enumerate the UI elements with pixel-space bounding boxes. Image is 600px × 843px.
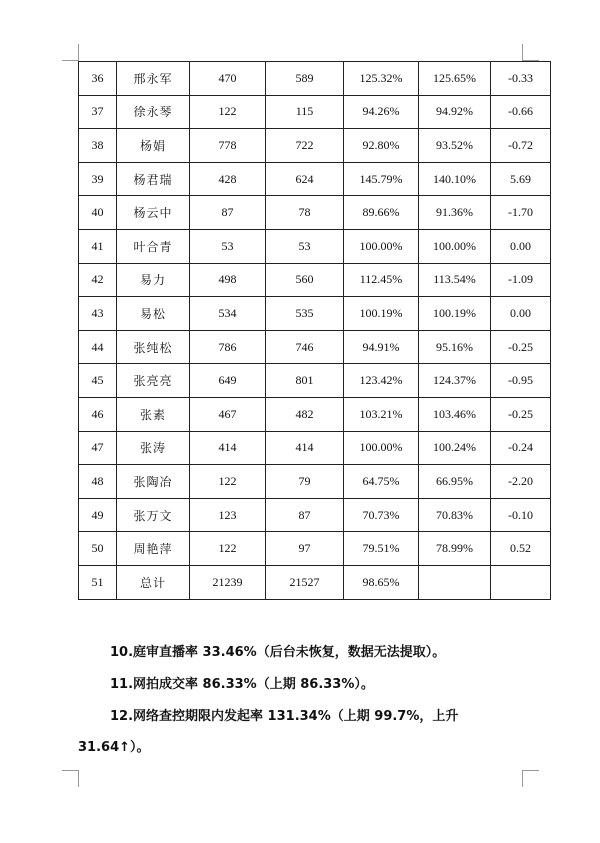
- table-row: [79, 364, 551, 398]
- table-cell: 145.79%: [344, 162, 419, 196]
- table-cell: 易松: [117, 297, 190, 331]
- table-cell: 115: [266, 95, 344, 129]
- table-cell: 91.36%: [419, 196, 491, 230]
- table-cell: 786: [190, 330, 266, 364]
- table-row: [79, 498, 551, 532]
- table-cell: 徐永琴: [117, 95, 190, 129]
- table-cell: 414: [190, 431, 266, 465]
- table-cell: 46: [79, 397, 117, 431]
- table-cell: 邢永军: [117, 62, 190, 96]
- table-cell: 535: [266, 297, 344, 331]
- paragraph-12-line-2: 31.64↑）。: [78, 740, 150, 755]
- table-cell: 746: [266, 330, 344, 364]
- table-cell: 79.51%: [344, 532, 419, 566]
- table-row: [79, 330, 551, 364]
- table-cell: 94.26%: [344, 95, 419, 129]
- crop-mark-bottom-right: [522, 770, 539, 787]
- table-row: [79, 532, 551, 566]
- crop-mark-top-left: [62, 44, 79, 61]
- table-cell: 122: [190, 95, 266, 129]
- table-cell: 43: [79, 297, 117, 331]
- table-cell: -0.24: [491, 431, 551, 465]
- table-cell: 94.92%: [419, 95, 491, 129]
- table-cell: 21239: [190, 565, 266, 599]
- table-cell: [491, 565, 551, 599]
- statistics-table: [78, 61, 551, 600]
- table-cell: 470: [190, 62, 266, 96]
- table-cell: 21527: [266, 565, 344, 599]
- table-cell: 70.73%: [344, 498, 419, 532]
- table-cell: 45: [79, 364, 117, 398]
- table-cell: 杨娟: [117, 129, 190, 163]
- table-cell: 38: [79, 129, 117, 163]
- table-cell: 100.24%: [419, 431, 491, 465]
- table-cell: 总计: [117, 565, 190, 599]
- table-cell: -0.25: [491, 330, 551, 364]
- table-row: [79, 397, 551, 431]
- table-cell: 79: [266, 465, 344, 499]
- table-body: [79, 62, 551, 600]
- table-cell: 张陶冶: [117, 465, 190, 499]
- table-cell: -0.66: [491, 95, 551, 129]
- table-cell: 53: [266, 229, 344, 263]
- table-cell: 100.00%: [419, 229, 491, 263]
- table-cell: 534: [190, 297, 266, 331]
- table-cell: 722: [266, 129, 344, 163]
- table-row: [79, 62, 551, 96]
- table-row: [79, 95, 551, 129]
- table-cell: 482: [266, 397, 344, 431]
- table-cell: -0.25: [491, 397, 551, 431]
- table-cell: 78.99%: [419, 532, 491, 566]
- table-cell: 414: [266, 431, 344, 465]
- table-cell: 100.00%: [344, 431, 419, 465]
- table-cell: 122: [190, 532, 266, 566]
- table-row: [79, 297, 551, 331]
- table-cell: 杨云中: [117, 196, 190, 230]
- table-cell: 123.42%: [344, 364, 419, 398]
- table-cell: -1.70: [491, 196, 551, 230]
- table-cell: 易力: [117, 263, 190, 297]
- table-cell: 42: [79, 263, 117, 297]
- table-cell: 100.00%: [344, 229, 419, 263]
- paragraph-11: 11.网拍成交率 86.33%（上期 86.33%）。: [110, 677, 374, 692]
- paragraph-12-line-1: 12.网络查控期限内发起率 131.34%（上期 99.7%，上升: [110, 709, 459, 724]
- table-cell: 47: [79, 431, 117, 465]
- table-cell: 48: [79, 465, 117, 499]
- table-cell: 39: [79, 162, 117, 196]
- table-cell: 100.19%: [344, 297, 419, 331]
- table-cell: 78: [266, 196, 344, 230]
- table-cell: 89.66%: [344, 196, 419, 230]
- table-cell: 37: [79, 95, 117, 129]
- table-cell: 70.83%: [419, 498, 491, 532]
- table-cell: 张涛: [117, 431, 190, 465]
- table-cell: 杨君瑞: [117, 162, 190, 196]
- table-cell: 张万文: [117, 498, 190, 532]
- table-row: [79, 196, 551, 230]
- table-cell: 125.32%: [344, 62, 419, 96]
- table-cell: 97: [266, 532, 344, 566]
- table-cell: 36: [79, 62, 117, 96]
- table-cell: 100.19%: [419, 297, 491, 331]
- table-row: [79, 263, 551, 297]
- table-cell: 624: [266, 162, 344, 196]
- table-cell: [419, 565, 491, 599]
- table-cell: 张纯松: [117, 330, 190, 364]
- table-cell: 40: [79, 196, 117, 230]
- table-cell: -0.10: [491, 498, 551, 532]
- table-cell: 94.91%: [344, 330, 419, 364]
- table-cell: 140.10%: [419, 162, 491, 196]
- table-cell: -2.20: [491, 465, 551, 499]
- table-cell: 64.75%: [344, 465, 419, 499]
- table-cell: 53: [190, 229, 266, 263]
- table-cell: -0.72: [491, 129, 551, 163]
- table-row: [79, 162, 551, 196]
- table-cell: 叶合青: [117, 229, 190, 263]
- table-cell: 51: [79, 565, 117, 599]
- table-row: [79, 565, 551, 599]
- table-cell: 44: [79, 330, 117, 364]
- table-cell: 428: [190, 162, 266, 196]
- table-cell: 103.21%: [344, 397, 419, 431]
- table-cell: 122: [190, 465, 266, 499]
- table-cell: 778: [190, 129, 266, 163]
- table-cell: 66.95%: [419, 465, 491, 499]
- table-cell: -0.95: [491, 364, 551, 398]
- table-cell: 87: [190, 196, 266, 230]
- table-cell: 0.00: [491, 297, 551, 331]
- table-cell: 649: [190, 364, 266, 398]
- table-cell: 125.65%: [419, 62, 491, 96]
- table-cell: 95.16%: [419, 330, 491, 364]
- table-row: [79, 229, 551, 263]
- table-cell: 98.65%: [344, 565, 419, 599]
- table-cell: 张素: [117, 397, 190, 431]
- table-cell: -0.33: [491, 62, 551, 96]
- table-cell: 112.45%: [344, 263, 419, 297]
- table-cell: -1.09: [491, 263, 551, 297]
- crop-mark-bottom-left: [62, 770, 79, 787]
- table-cell: 498: [190, 263, 266, 297]
- table-row: [79, 129, 551, 163]
- table-cell: 50: [79, 532, 117, 566]
- table-cell: 5.69: [491, 162, 551, 196]
- table-cell: 801: [266, 364, 344, 398]
- crop-mark-top-right: [522, 44, 539, 61]
- table-cell: 93.52%: [419, 129, 491, 163]
- table-cell: 589: [266, 62, 344, 96]
- table-cell: 0.00: [491, 229, 551, 263]
- paragraph-10: 10.庭审直播率 33.46%（后台未恢复，数据无法提取）。: [110, 645, 446, 660]
- table-row: [79, 431, 551, 465]
- table-cell: 87: [266, 498, 344, 532]
- table-cell: 0.52: [491, 532, 551, 566]
- table-row: [79, 465, 551, 499]
- table-cell: 92.80%: [344, 129, 419, 163]
- table-cell: 124.37%: [419, 364, 491, 398]
- table-cell: 49: [79, 498, 117, 532]
- table-cell: 41: [79, 229, 117, 263]
- table-cell: 张亮亮: [117, 364, 190, 398]
- table-cell: 467: [190, 397, 266, 431]
- table-cell: 103.46%: [419, 397, 491, 431]
- table-cell: 周艳萍: [117, 532, 190, 566]
- table-cell: 123: [190, 498, 266, 532]
- table-cell: 560: [266, 263, 344, 297]
- table-cell: 113.54%: [419, 263, 491, 297]
